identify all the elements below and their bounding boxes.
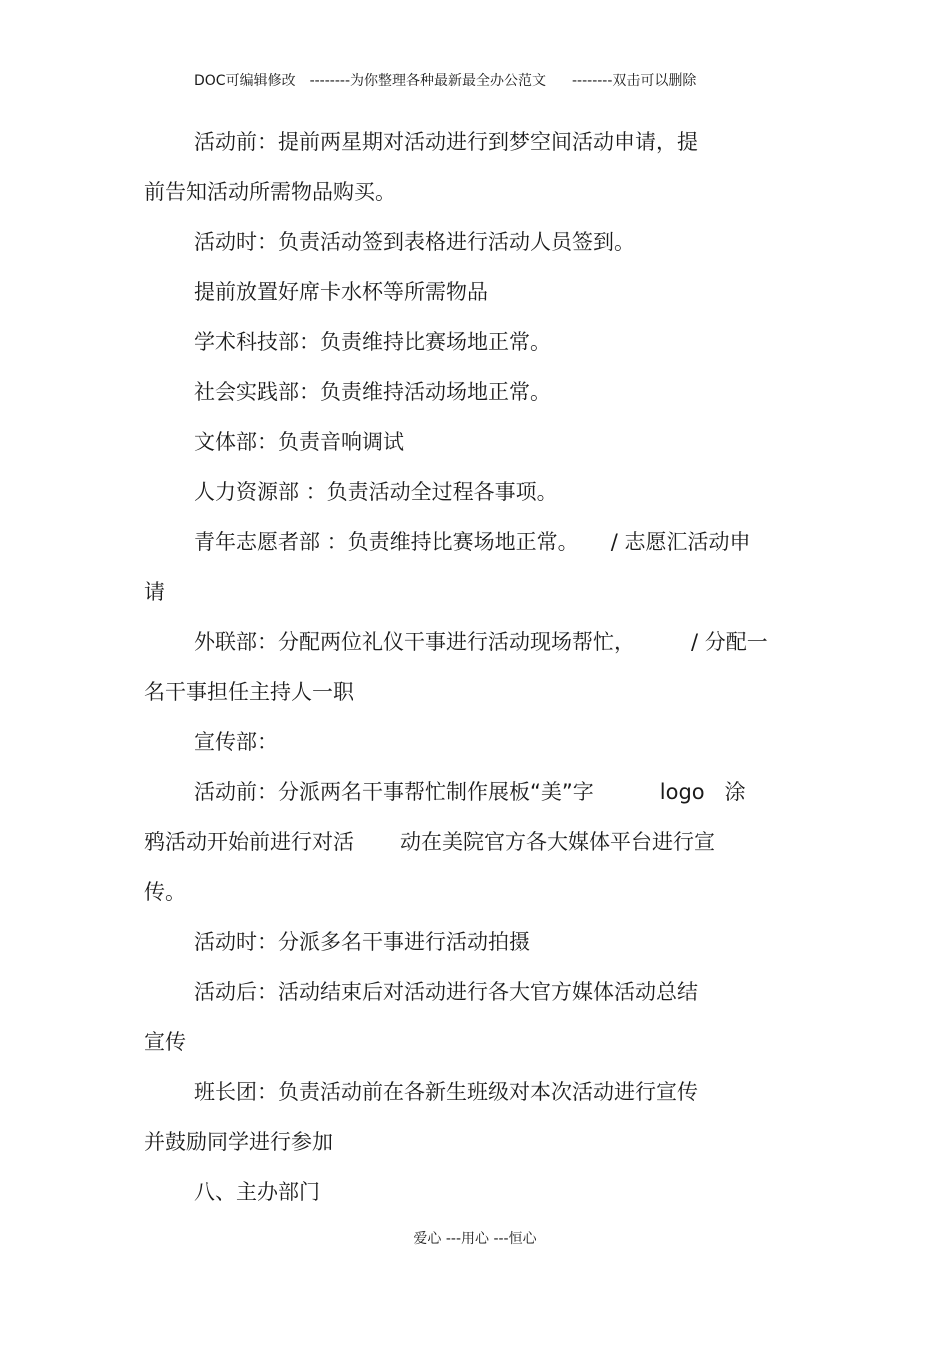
paragraph-line: 活动前：提前两星期对活动进行到梦空间活动申请，提 xyxy=(194,130,698,154)
line-segment: / 志愿汇活动申 xyxy=(610,530,751,554)
paragraph-line: 请 xyxy=(144,580,165,604)
paragraph-line xyxy=(194,627,768,657)
paragraph-line: 文体部：负责音响调试 xyxy=(194,430,404,454)
section-heading: 八、主办部门 xyxy=(194,1180,320,1204)
line-segment: logo xyxy=(659,780,705,804)
line-segment: / 分配一 xyxy=(691,630,768,654)
paragraph-line: 活动时：分派多名干事进行活动拍摄 xyxy=(194,930,530,954)
paragraph-line: 宣传 xyxy=(144,1030,186,1054)
page-header xyxy=(194,71,696,91)
header-slogan: --------为你整理各种最新最全办公范文 xyxy=(309,73,546,89)
paragraph-line xyxy=(194,777,746,807)
line-segment: 外联部：分配两位礼仪干事进行活动现场帮忙， xyxy=(194,630,635,654)
paragraph-line xyxy=(194,527,750,557)
line-segment: 活动前：分派两名干事帮忙制作展板“美”字 xyxy=(194,780,594,804)
paragraph-line: 人力资源部 ：负责活动全过程各事项。 xyxy=(194,480,558,504)
paragraph-line: 宣传部： xyxy=(194,730,278,754)
paragraph-line: 学术科技部：负责维持比赛场地正常。 xyxy=(194,330,551,354)
paragraph-line: 活动后：活动结束后对活动进行各大官方媒体活动总结 xyxy=(194,980,698,1004)
paragraph-line: 班长团：负责活动前在各新生班级对本次活动进行宣传 xyxy=(194,1080,698,1104)
page-footer: 爱心 ---用心 ---恒心 xyxy=(413,1231,537,1247)
line-segment: 鸦活动开始前进行对活 xyxy=(144,830,354,854)
line-segment: 涂 xyxy=(724,780,746,804)
paragraph-line: 并鼓励同学进行参加 xyxy=(144,1130,333,1154)
line-segment: 青年志愿者部 ：负责维持比赛场地正常。 xyxy=(194,530,579,554)
paragraph-line: 前告知活动所需物品购买。 xyxy=(144,180,396,204)
paragraph-line xyxy=(144,827,715,857)
paragraph-line: 活动时：负责活动签到表格进行活动人员签到。 xyxy=(194,230,635,254)
header-doc-label: DOC可编辑修改 xyxy=(194,73,296,89)
paragraph-line: 传。 xyxy=(144,880,186,904)
paragraph-line: 名干事担任主持人一职 xyxy=(144,680,354,704)
line-segment: 动在美院官方各大媒体平台进行宣 xyxy=(400,830,715,854)
paragraph-line: 提前放置好席卡水杯等所需物品 xyxy=(194,280,488,304)
paragraph-line: 社会实践部：负责维持活动场地正常。 xyxy=(194,380,551,404)
header-delete-hint: --------双击可以删除 xyxy=(572,73,697,89)
